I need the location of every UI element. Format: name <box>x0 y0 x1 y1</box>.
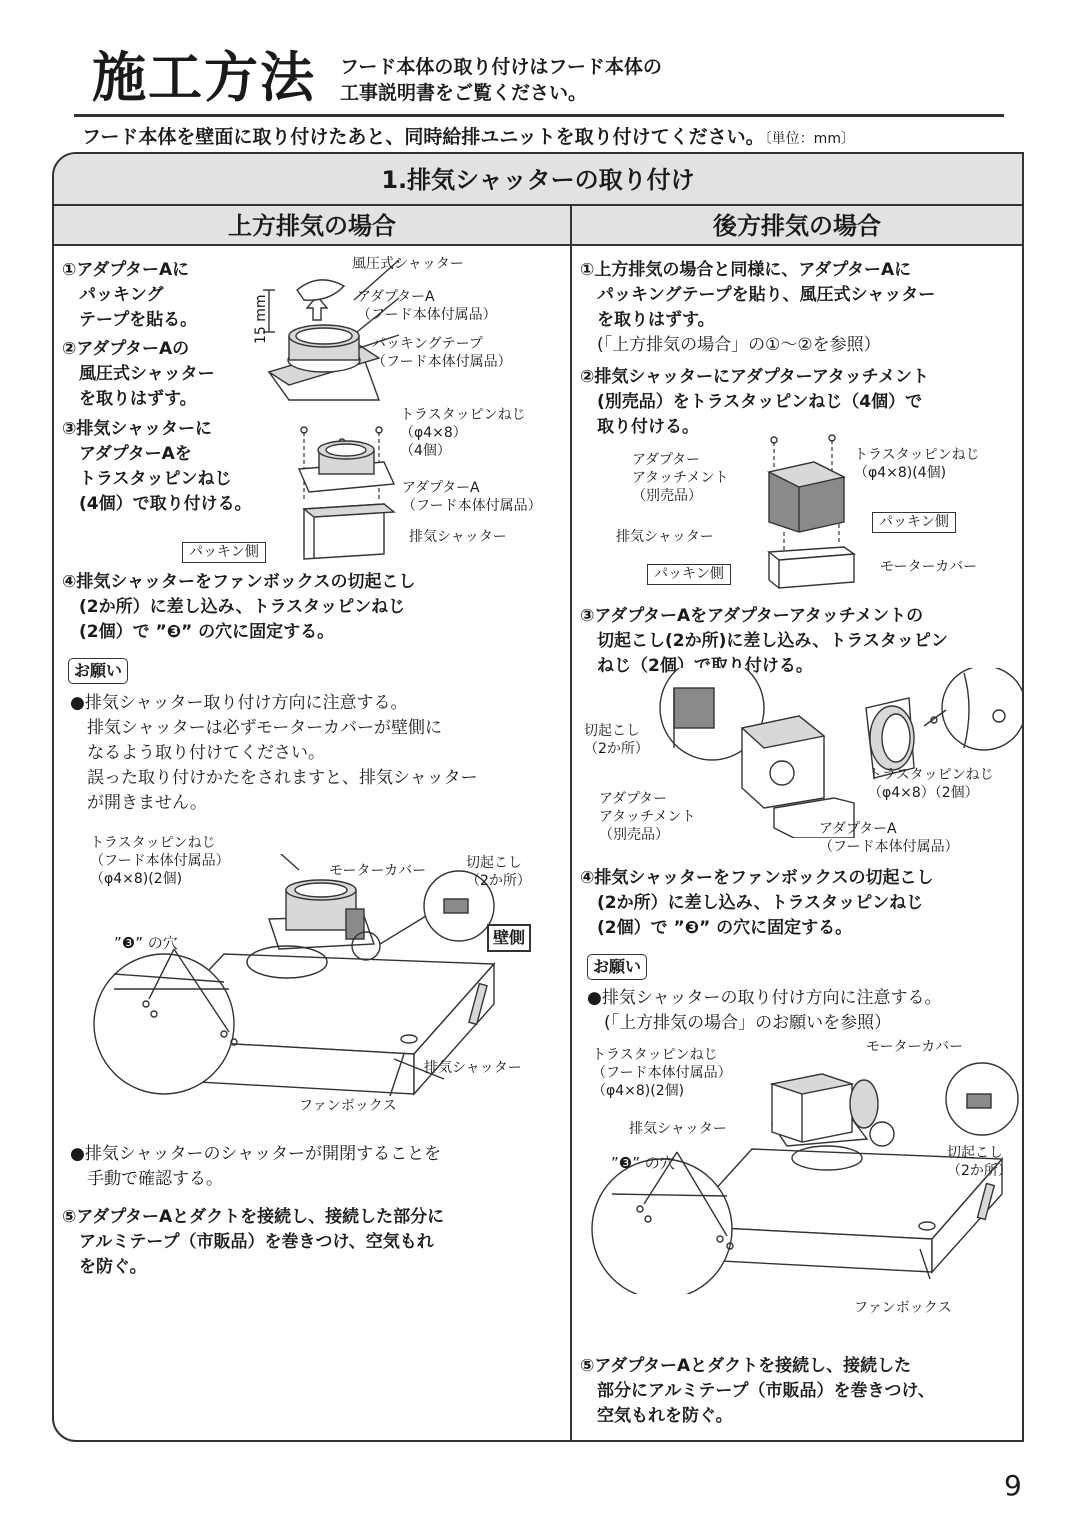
right-fig1-shutter-label: 排気シャッター <box>616 529 714 545</box>
right-fig1-motor-cover-label: モーターカバー <box>880 559 978 575</box>
left-figure-adapter-shutter <box>249 250 569 410</box>
intro-text <box>82 122 855 149</box>
instruction-frame <box>52 152 1024 1442</box>
subtitle-line-1: フード本体の取り付けはフード本体の <box>340 56 662 78</box>
right-step-1-reference: (「上方排気の場合」の①〜②を参照） <box>580 335 881 355</box>
subtitle-line-2: 工事説明書をご覧ください。 <box>340 82 588 104</box>
left-fig3-motor-cover-label: モーターカバー <box>329 863 427 879</box>
unit-note: 〔単位：mm〕 <box>764 131 855 147</box>
left-step-3: ③排気シャッターに アダプターAを トラスタッピンねじ (4個）で取り付ける。 <box>62 419 252 514</box>
right-column-heading: 後方排気の場合 <box>572 206 1022 246</box>
left-figure-shutter-assembly <box>254 414 414 564</box>
right-fig1-packing-side-lower: パッキン側 <box>647 564 731 585</box>
left-fig3-screw-label: トラスタッピンねじ （フード本体付属品） （φ4×8)(2個) <box>90 835 230 887</box>
left-fig2-shutter-label: 排気シャッター <box>409 529 507 545</box>
left-step-4: ④排気シャッターをファンボックスの切起こし (2か所）に差し込み、トラスタッピンねじ (2個）で ”❸” の穴に固定する。 <box>62 572 416 642</box>
column-divider <box>570 206 572 1442</box>
right-onegai-badge: お願い <box>587 954 647 980</box>
right-fig3-motor-cover-label: モーターカバー <box>866 1039 964 1055</box>
left-fig3-kiriokoshi-label: 切起こし （2か所） <box>466 855 531 889</box>
left-fig2-packing-side: パッキン側 <box>182 542 266 563</box>
right-fig2-attachment-label: アダプター アタッチメント （別売品） <box>599 791 696 843</box>
left-fig2-adapter-label: アダプターA （フード本体付属品） <box>402 480 542 514</box>
left-fig1-tape-label: パッキングテープ （フード本体付属品） <box>372 336 512 370</box>
left-fig1-adapter-label: アダプターA （フード本体付属品） <box>357 289 497 323</box>
left-fig1-shutter-label: 風圧式シャッター <box>352 256 464 272</box>
page-number: 9 <box>1004 1469 1022 1502</box>
left-fig3-shutter-label: 排気シャッター <box>424 1060 522 1076</box>
left-figure-fanbox <box>74 854 554 1134</box>
right-step-4: ④排気シャッターをファンボックスの切起こし (2か所）に差し込み、トラスタッピンねじ (2個）で ”❸” の穴に固定する。 <box>580 868 934 938</box>
intro-sentence: フード本体を壁面に取り付けたあと、同時給排ユニットを取り付けてください。 <box>82 126 765 148</box>
page-title: 施工方法 <box>92 46 316 109</box>
left-step-2: ②アダプターAの 風圧式シャッター を取りはずす。 <box>62 339 215 409</box>
right-fig1-attachment-label: アダプター アタッチメント （別売品） <box>632 452 729 504</box>
right-caution-notes: ●排気シャッターの取り付け方向に注意する。 (「上方排気の場合」のお願いを参照） <box>587 988 942 1033</box>
left-fig2-screw-label: トラスタッピンねじ （φ4×8） （4個） <box>400 407 526 459</box>
right-fig3-kiriokoshi-label: 切起こし （2か所） <box>947 1145 1012 1179</box>
header-rule <box>74 114 1004 117</box>
right-fig1-screw-label: トラスタッピンねじ （φ4×8)(4個) <box>854 447 980 481</box>
left-fig3-fanbox-label: ファンボックス <box>299 1098 397 1114</box>
left-fig1-dimension: 15 mm <box>253 294 269 344</box>
left-step-5: ⑤アダプターAとダクトを接続し、接続した部分に アルミテープ（市販品）を巻きつけ、空気もれ を防ぐ。 <box>62 1207 445 1277</box>
right-fig3-hole-label: ”❸” の穴 <box>611 1154 675 1172</box>
left-fig3-wall-side: 壁側 <box>487 924 531 952</box>
right-fig2-kiriokoshi-label: 切起こし （2か所） <box>584 723 649 757</box>
right-fig3-fanbox-label: ファンボックス <box>854 1300 952 1316</box>
right-fig2-adapter-label: アダプターA （フード本体付属品） <box>819 821 959 855</box>
page-subtitle <box>340 54 662 106</box>
right-step-3: ③アダプターAをアダプターアタッチメントの 切起こし(2か所)に差し込み、トラスタッピン ねじ（2個）で取り付ける。 <box>580 606 948 676</box>
right-fig3-shutter-label: 排気シャッター <box>629 1121 727 1137</box>
right-fig3-screw-label: トラスタッピンねじ （フード本体付属品） （φ4×8)(2個) <box>592 1047 732 1099</box>
left-caution-notes: ●排気シャッター取り付け方向に注意する。 排気シャッターは必ずモーターカバーが壁側に なるよう取り付けてください。 誤った取り付けかたをされますと、排気シャッター が開きません。 <box>70 693 478 813</box>
left-column-heading: 上方排気の場合 <box>54 206 570 246</box>
right-step-5: ⑤アダプターAとダクトを接続し、接続した 部分にアルミテープ（市販品）を巻きつけ、 空気もれを防ぐ。 <box>580 1356 935 1426</box>
left-fig3-hole-label: ”❸” の穴 <box>114 934 178 952</box>
left-step-1: ①アダプターAに パッキング テープを貼る。 <box>62 260 198 330</box>
right-step-1: ①上方排気の場合と同様に、アダプターAに パッキングテープを貼り、風圧式シャッター を取りはずす。 <box>580 260 936 330</box>
left-onegai-badge: お願い <box>68 658 128 684</box>
section-title: 1.排気シャッターの取り付け <box>54 154 1022 206</box>
right-step-2: ②排気シャッターにアダプターアタッチメント (別売品）をトラスタッピンねじ（4個）で 取り付ける。 <box>580 367 929 437</box>
right-fig1-packing-side-upper: パッキン側 <box>872 512 956 533</box>
left-shutter-check-note: ●排気シャッターのシャッターが開閉することを 手動で確認する。 <box>70 1144 442 1189</box>
right-fig2-screw-label: トラスタッピンねじ （φ4×8）（2個） <box>868 767 994 801</box>
